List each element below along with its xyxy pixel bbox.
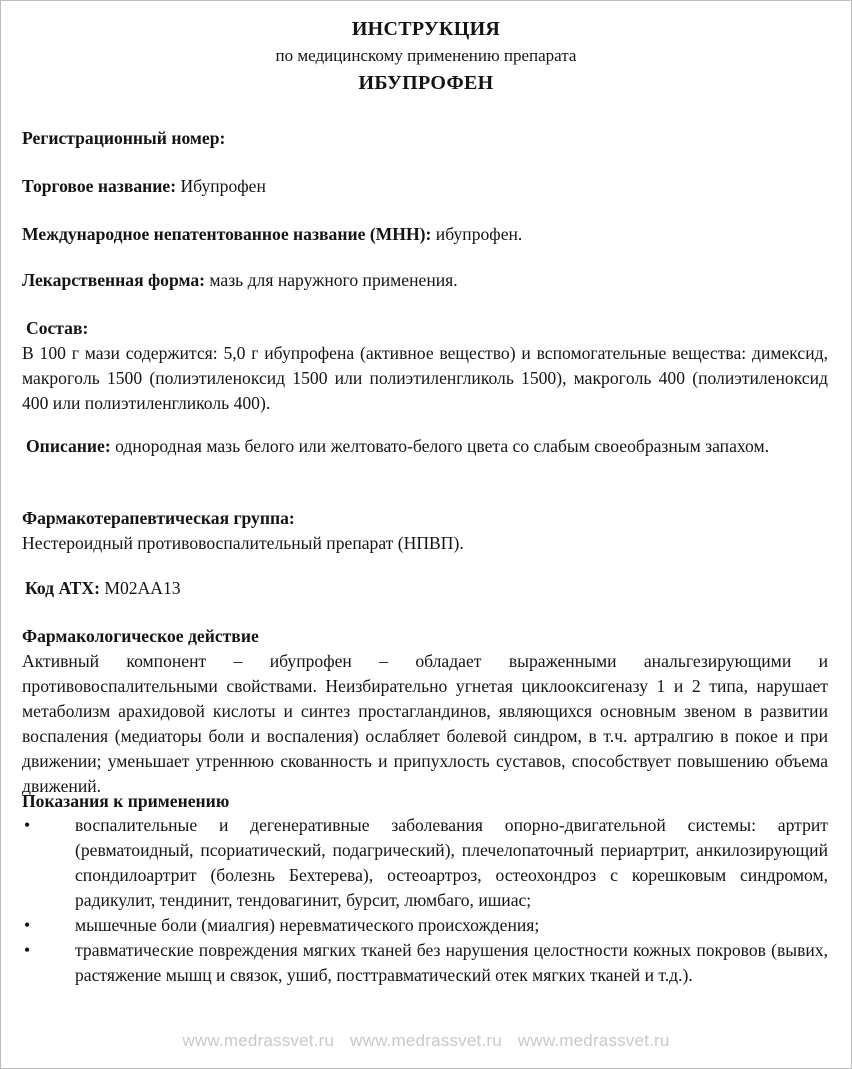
pharm-group-value: Нестероидный противовоспалительный препарат (НПВП). (22, 533, 464, 553)
document-title: ИНСТРУКЦИЯ (351, 18, 501, 40)
list-item-text: воспалительные и дегенеративные заболевания опорно-двигательной системы: артрит (ревматоидный, псориатический, подагрический), плечелопаточный периартрит, анкилозирующий спондилоартрит (болезнь Бехтерева), остеоартроз, остеохондроз с корешковым синдромом, радикулит, тендинит, тендовагинит, бурсит, люмбаго, ишиас; (75, 815, 828, 910)
pharm-action-label: Фармакологическое действие (22, 626, 259, 646)
inn (22, 222, 828, 247)
bullet-icon: • (24, 915, 31, 935)
registration-number (22, 126, 828, 151)
description-label: Описание: (26, 436, 111, 456)
composition-label: Состав: (26, 318, 89, 338)
trade-name-value: Ибупрофен (176, 176, 266, 196)
dosage-form (22, 268, 828, 293)
inn-value: ибупрофен. (431, 224, 523, 244)
registration-label: Регистрационный номер: (22, 128, 226, 148)
bullet-icon: • (24, 940, 31, 960)
list-item-text: травматические повреждения мягких тканей без нарушения целостности кожных покровов (вывих, растяжение мышц и связок, ушиб, посттравматический отек мягких тканей и т.д.). (75, 940, 828, 985)
watermark-text: www.medrassvet.ru (517, 1031, 670, 1050)
drug-name-heading: ИБУПРОФЕН (358, 72, 494, 94)
atc-label: Код АТХ: (25, 578, 100, 598)
indications-list (22, 813, 828, 988)
description-value: однородная мазь белого или желтовато-белого цвета со слабым своеобразным запахом. (110, 436, 770, 456)
list-item-text: мышечные боли (миалгия) неревматического происхождения; (75, 915, 540, 935)
inn-label: Международное непатентованное название (МНН): (22, 224, 432, 244)
atc-value: M02AA13 (99, 578, 181, 598)
trade-name (22, 174, 828, 199)
pharm-group-label: Фармакотерапевтическая группа: (22, 508, 295, 528)
description-section (22, 434, 828, 459)
watermark-text: www.medrassvet.ru (182, 1031, 335, 1050)
indications-label: Показания к применению (22, 791, 230, 811)
atc-code (22, 576, 828, 601)
document-subtitle: по медицинскому применению препарата (275, 46, 577, 65)
watermark-text: www.medrassvet.ru (350, 1031, 502, 1050)
trade-name-label: Торговое название: (22, 176, 177, 196)
dosage-form-value: мазь для наружного применения. (205, 270, 458, 290)
bullet-icon: • (24, 815, 31, 835)
composition-text: В 100 г мази содержится: 5,0 г ибупрофена (активное вещество) и вспомогательные вещества: димексид, макрогoль 1500 (полиэтиленоксид 1500 или полиэтиленгликоль 1500), макрогoль 400 (полиэтиленоксид 400 или полиэтиленгликоль 400). (22, 343, 828, 413)
list-item (22, 938, 828, 988)
watermark (0, 1031, 852, 1051)
composition-section (22, 316, 828, 416)
pharm-group-section (22, 506, 828, 556)
list-item (22, 813, 828, 913)
indications-heading (22, 789, 828, 814)
list-item (22, 913, 828, 938)
pharm-action-section (22, 624, 828, 799)
dosage-form-label: Лекарственная форма: (22, 270, 206, 290)
pharm-action-text: Активный компонент – ибупрофен – обладает выраженными анальгезирующими и противовоспалительными свойствами. Неизбирательно угнетая циклооксигеназу 1 и 2 типа, нарушает метаболизм арахидовой кислоты и синтез простагландинов, являющихся основным звеном в развитии воспаления (медиаторы боли и воспаления) ослабляет болевой синдром, в т.ч. артралгию в покое и при движении; уменьшает утреннюю скованность и припухлость суставов, способствует повышению объема движений. (22, 651, 828, 796)
